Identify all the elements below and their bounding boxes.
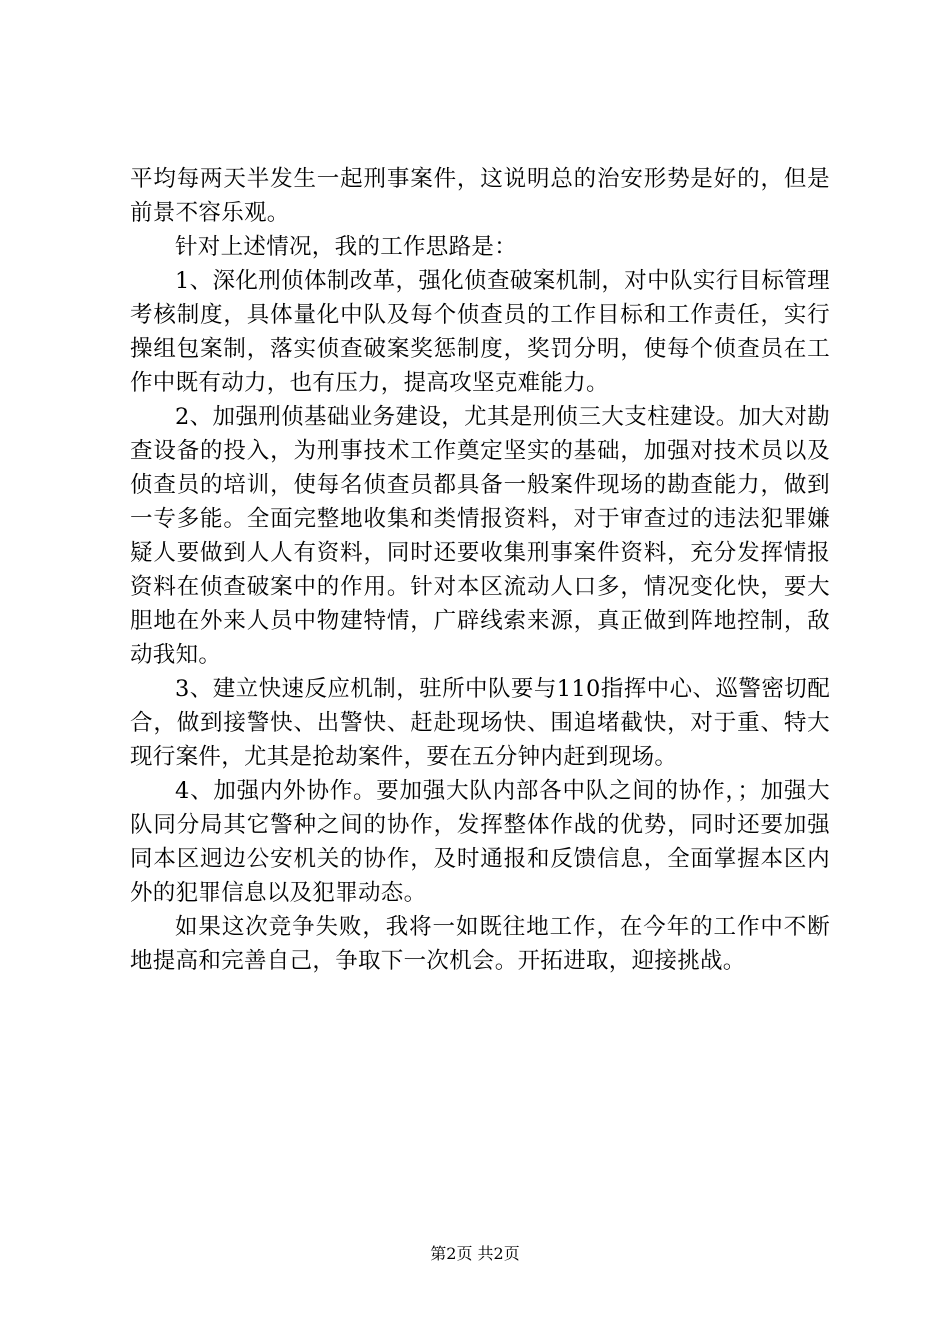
page-footer xyxy=(0,1243,950,1265)
paragraph-item-1: 1、深化刑侦体制改革，强化侦查破案机制，对中队实行目标管理考核制度，具体量化中队及每个侦查员的工作目标和工作责任，实行操组包案制，落实侦查破案奖惩制度，奖罚分明，使每个侦查员在工作中既有动力，也有压力，提高攻坚克难能力。 xyxy=(130,268,830,396)
paragraph-item-2: 2、加强刑侦基础业务建设，尤其是刑侦三大支柱建设。加大对勘查设备的投入，为刑事技术工作奠定坚实的基础，加强对技术员以及侦查员的培训，使每名侦查员都具备一般案件现场的勘查能力，做到一专多能。全面完整地收集和类情报资料，对于审查过的违法犯罪嫌疑人要做到人人有资料，同时还要收集刑事案件资料，充分发挥情报资料在侦查破案中的作用。针对本区流动人口多，情况变化快，要大胆地在外来人员中物建特情，广辟线索来源，真正做到阵地控制，敌动我知。 xyxy=(130,404,830,668)
page-number: 第2页 共2页 xyxy=(430,1244,520,1263)
document-body xyxy=(130,162,830,978)
paragraph-intro: 针对上述情况，我的工作思路是： xyxy=(175,234,518,260)
paragraph-closing: 如果这次竞争失败，我将一如既往地工作，在今年的工作中不断地提高和完善自己，争取下一次机会。开拓进取，迎接挑战。 xyxy=(130,914,830,974)
paragraph-item-4: 4、加强内外协作。要加强大队内部各中队之间的协作，；加强大队同分局其它警种之间的协作，发挥整体作战的优势，同时还要加强同本区迥边公安机关的协作，及时通报和反馈信息，全面掌握本区内外的犯罪信息以及犯罪动态。 xyxy=(130,778,830,906)
paragraph-item-3: 3、建立快速反应机制，驻所中队要与110指挥中心、巡警密切配合，做到接警快、出警快、赶赴现场快、围追堵截快，对于重、特大现行案件，尤其是抢劫案件，要在五分钟内赶到现场。 xyxy=(130,676,830,770)
paragraph-continuation: 平均每两天半发生一起刑事案件，这说明总的治安形势是好的，但是前景不容乐观。 xyxy=(130,166,830,226)
